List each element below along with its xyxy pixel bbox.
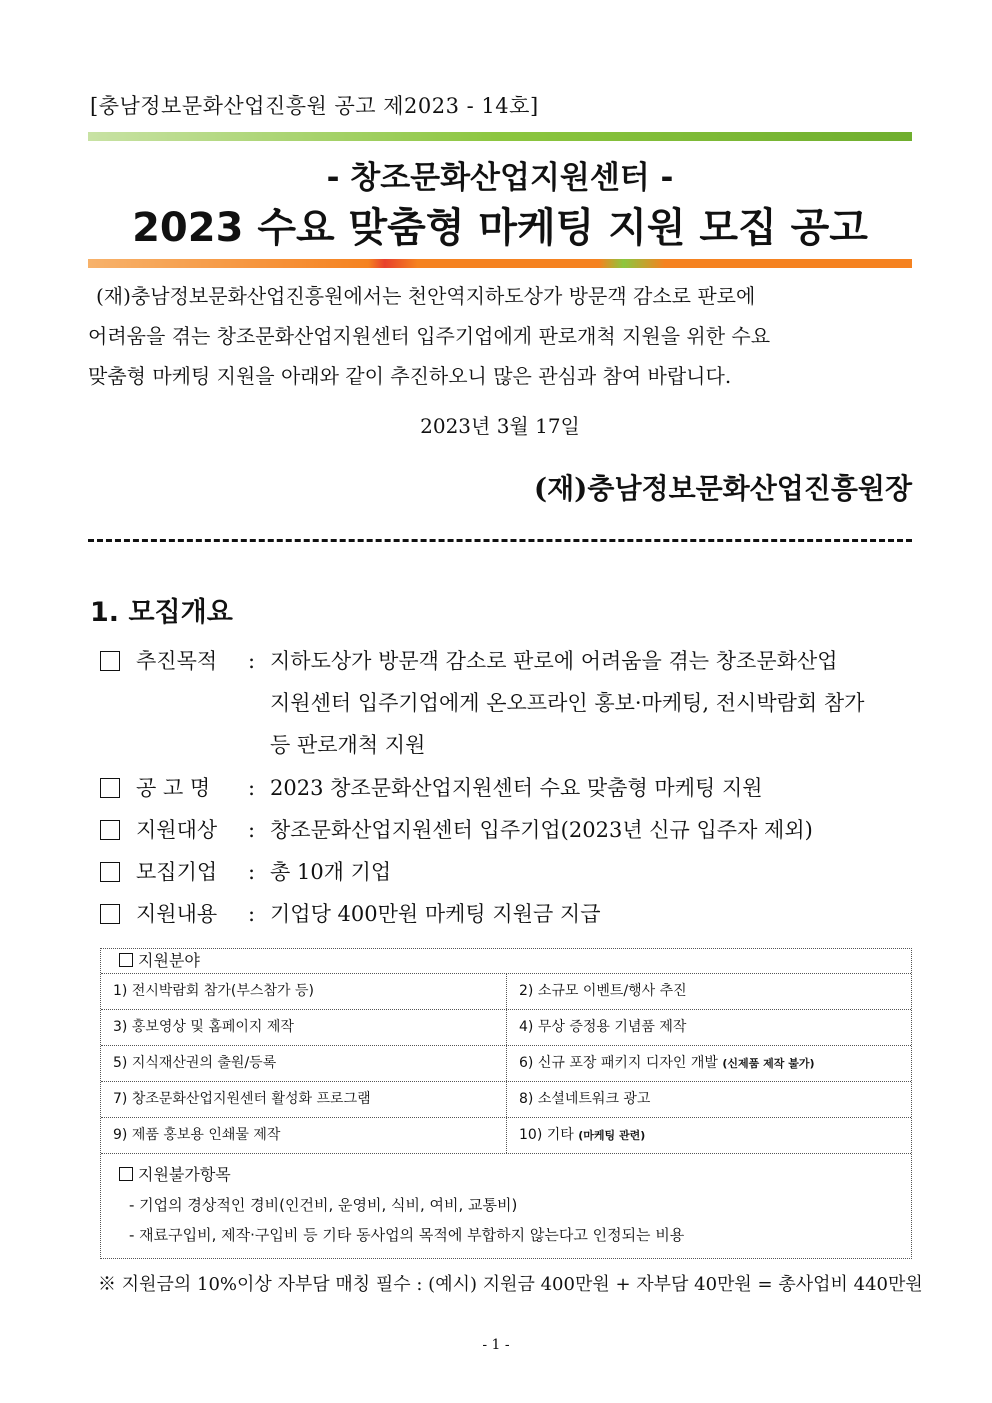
table-cell <box>506 1118 911 1153</box>
table-cell <box>506 1046 911 1081</box>
item-label: 모집기업 <box>136 860 218 884</box>
checkbox-square-icon <box>119 953 133 967</box>
checkbox-square-icon <box>100 820 120 840</box>
checkbox-square-icon <box>100 904 120 924</box>
table-row <box>101 1010 911 1046</box>
decorative-bar-top <box>88 132 912 141</box>
page-number: - 1 - <box>482 1337 510 1353</box>
item-colon: : <box>248 818 256 842</box>
exclusion-block <box>101 1154 911 1258</box>
table-cell-note: (신제품 제작 불가) <box>722 1057 815 1070</box>
subtitle: - 창조문화산업지원센터 - <box>326 160 674 196</box>
table-cell: 4) 무상 증정용 기념품 제작 <box>506 1010 911 1045</box>
table-cell: 3) 홍보영상 및 홈페이지 제작 <box>113 1019 294 1035</box>
table-cell-note: (마케팅 관련) <box>578 1129 646 1142</box>
item-colon: : <box>248 776 256 800</box>
table-row <box>101 974 911 1010</box>
exclusion-item: - 재료구입비, 제작·구입비 등 기타 동사업의 목적에 부합하지 않는다고 인정되는 비용 <box>129 1226 685 1244</box>
item-label: 공 고 명 <box>136 776 211 800</box>
item-purpose <box>98 640 914 766</box>
item-body: 총 10개 기업 <box>270 860 392 884</box>
table-row <box>101 1118 911 1154</box>
table-cell: 9) 제품 홍보용 인쇄물 제작 <box>113 1127 281 1143</box>
intro-line: 맞춤형 마케팅 지원을 아래와 같이 추진하오니 많은 관심과 참여 바랍니다. <box>88 364 732 388</box>
item-label: 지원내용 <box>136 902 218 926</box>
notice-date: 2023년 3월 17일 <box>420 414 580 438</box>
intro-line: 어려움을 겪는 창조문화산업지원센터 입주기업에게 판로개척 지원을 위한 수요 <box>88 324 771 348</box>
exclusion-header <box>119 1160 911 1190</box>
item-body <box>270 640 914 766</box>
matching-footnote: ※ 지원금의 10%이상 자부담 매칭 필수 : (예시) 지원금 400만원 + 자부담 40만원 = 총사업비 440만원 <box>98 1274 923 1295</box>
table-header <box>101 949 911 974</box>
intro-line: (재)충남정보문화산업진흥원에서는 천안역지하도상가 방문객 감소로 판로에 <box>96 284 756 308</box>
item-label: 지원대상 <box>136 818 218 842</box>
table-row <box>101 1046 911 1082</box>
item-body: 기업당 400만원 마케팅 지원금 지급 <box>270 902 601 926</box>
item-line: 지하도상가 방문객 감소로 판로에 어려움을 겪는 창조문화산업 <box>270 649 838 673</box>
item-colon: : <box>248 860 256 884</box>
table-row <box>101 1082 911 1118</box>
table-cell: 5) 지식재산권의 출원/등록 <box>113 1055 277 1071</box>
item-body: 2023 창조문화산업지원센터 수요 맞춤형 마케팅 지원 <box>270 776 763 800</box>
table-cell: 8) 소셜네트워크 광고 <box>506 1082 911 1117</box>
exclusion-header-label: 지원불가항목 <box>138 1165 231 1184</box>
table-cell-text: 10) 기타 <box>519 1127 574 1143</box>
table-cell: 2) 소규모 이벤트/행사 추진 <box>506 974 911 1009</box>
checkbox-square-icon <box>119 1167 133 1181</box>
exclusion-item: - 기업의 경상적인 경비(인건비, 운영비, 식비, 여비, 교통비) <box>129 1196 518 1214</box>
table-header-label: 지원분야 <box>138 951 200 970</box>
item-label: 추진목적 <box>136 649 218 673</box>
item-line: 지원센터 입주기업에게 온오프라인 홍보·마케팅, 전시박람회 참가 <box>270 691 865 715</box>
checkbox-square-icon <box>100 778 120 798</box>
intro-paragraph <box>88 276 912 396</box>
notice-number: [충남정보문화산업진흥원 공고 제2023 - 14호] <box>90 94 539 118</box>
item-notice-name <box>98 767 914 809</box>
item-colon: : <box>248 649 256 673</box>
item-line: 등 판로개척 지원 <box>270 733 426 757</box>
organization-signature: (재)충남정보문화산업진흥원장 <box>533 472 912 505</box>
section-title: 1. 모집개요 <box>90 597 233 628</box>
table-cell: 7) 창조문화산업지원센터 활성화 프로그램 <box>113 1091 371 1107</box>
item-colon: : <box>248 902 256 926</box>
table-cell-text: 6) 신규 포장 패키지 디자인 개발 <box>519 1055 718 1071</box>
item-body: 창조문화산업지원센터 입주기업(2023년 신규 입주자 제외) <box>270 818 813 842</box>
support-field-table <box>100 948 912 1259</box>
item-recruit-count <box>98 851 914 893</box>
decorative-bar-bottom <box>88 259 912 268</box>
dashed-divider <box>88 539 912 542</box>
checkbox-square-icon <box>100 651 120 671</box>
page-title: 2023 수요 맞춤형 마케팅 지원 모집 공고 <box>132 205 868 251</box>
item-target <box>98 809 914 851</box>
checkbox-square-icon <box>100 862 120 882</box>
item-support-content <box>98 893 914 935</box>
table-cell: 1) 전시박람회 참가(부스참가 등) <box>113 983 314 999</box>
